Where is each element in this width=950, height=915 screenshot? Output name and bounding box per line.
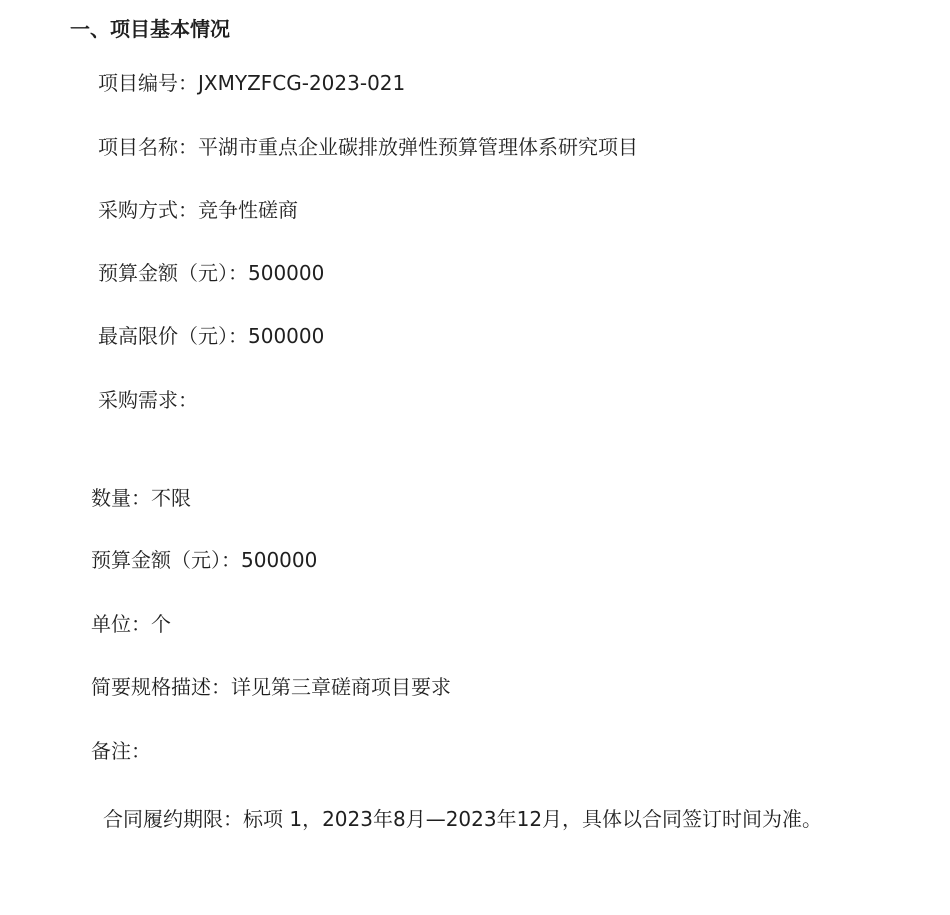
section-heading: 一、项目基本情况 — [70, 17, 230, 41]
budget-amount: 预算金额（元）：500000 — [98, 261, 325, 285]
max-price: 最高限价（元）：500000 — [98, 324, 325, 348]
item-budget-amount: 预算金额（元）：500000 — [91, 548, 318, 572]
remarks-label: 备注： — [91, 739, 151, 763]
project-name: 项目名称：平湖市重点企业碳排放弹性预算管理体系研究项目 — [98, 135, 638, 159]
requirements-label: 采购需求： — [98, 388, 198, 412]
unit: 单位：个 — [91, 612, 171, 636]
procurement-method: 采购方式：竞争性磋商 — [98, 198, 298, 222]
spec-description: 简要规格描述：详见第三章磋商项目要求 — [91, 675, 451, 699]
project-number: 项目编号：JXMYZFCG-2023-021 — [98, 71, 406, 95]
quantity: 数量：不限 — [91, 486, 191, 510]
contract-period: 合同履约期限：标项 1，2023年8月—2023年12月，具体以合同签订时间为准。 — [103, 807, 823, 831]
